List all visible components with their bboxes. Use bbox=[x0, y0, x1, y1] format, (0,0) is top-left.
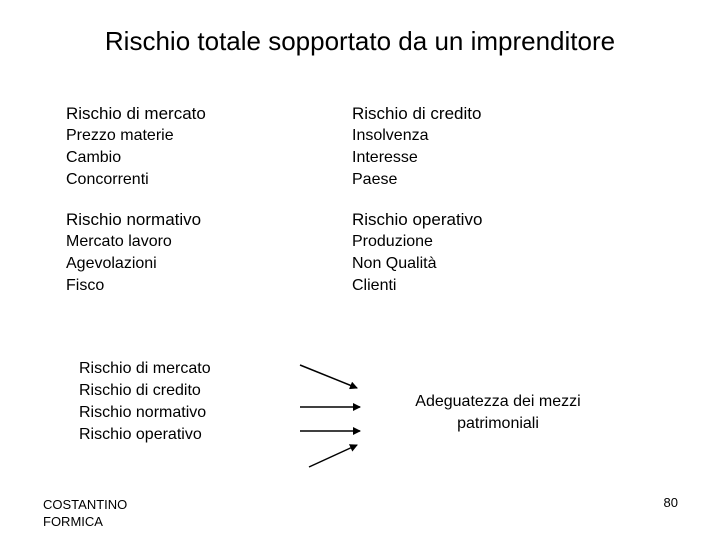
arrow-icon bbox=[309, 445, 357, 467]
arrows-diagram bbox=[295, 355, 375, 475]
arrow-icon bbox=[300, 365, 357, 388]
risk-block-market bbox=[66, 103, 206, 191]
risk-block-credit bbox=[352, 103, 481, 191]
author-line: FORMICA bbox=[43, 514, 103, 529]
risk-heading: Rischio di credito bbox=[352, 104, 482, 123]
author-line: COSTANTINO bbox=[43, 497, 128, 512]
summary-item: Rischio operativo bbox=[79, 426, 202, 443]
risk-item: Paese bbox=[352, 171, 398, 188]
result-line: Adeguatezza dei mezzi bbox=[415, 393, 581, 410]
summary-item: Rischio di credito bbox=[79, 382, 201, 399]
risk-item: Agevolazioni bbox=[66, 255, 157, 272]
risk-heading: Rischio operativo bbox=[352, 210, 483, 229]
risk-heading: Rischio normativo bbox=[66, 210, 202, 229]
author-footer bbox=[43, 496, 127, 530]
risk-item: Interesse bbox=[352, 149, 418, 166]
risk-heading: Rischio di mercato bbox=[66, 104, 206, 123]
risk-item: Concorrenti bbox=[66, 171, 149, 188]
risk-item: Clienti bbox=[352, 277, 397, 294]
capital-adequacy-text bbox=[396, 391, 600, 435]
slide-title: Rischio totale sopportato da un imprenditore bbox=[104, 26, 616, 56]
risk-item: Mercato lavoro bbox=[66, 233, 172, 250]
result-line: patrimoniali bbox=[457, 415, 539, 432]
risk-block-operational bbox=[352, 209, 482, 297]
risk-item: Prezzo materie bbox=[66, 127, 174, 144]
risk-block-regulatory bbox=[66, 209, 201, 297]
summary-item: Rischio di mercato bbox=[79, 360, 211, 377]
risk-item: Fisco bbox=[66, 277, 105, 294]
summary-item: Rischio normativo bbox=[79, 404, 207, 421]
risk-item: Non Qualità bbox=[352, 255, 437, 272]
page-number: 80 bbox=[663, 495, 678, 510]
risk-item: Cambio bbox=[66, 149, 122, 166]
risk-item: Insolvenza bbox=[352, 127, 429, 144]
risk-summary-list bbox=[79, 358, 211, 446]
risk-item: Produzione bbox=[352, 233, 433, 250]
